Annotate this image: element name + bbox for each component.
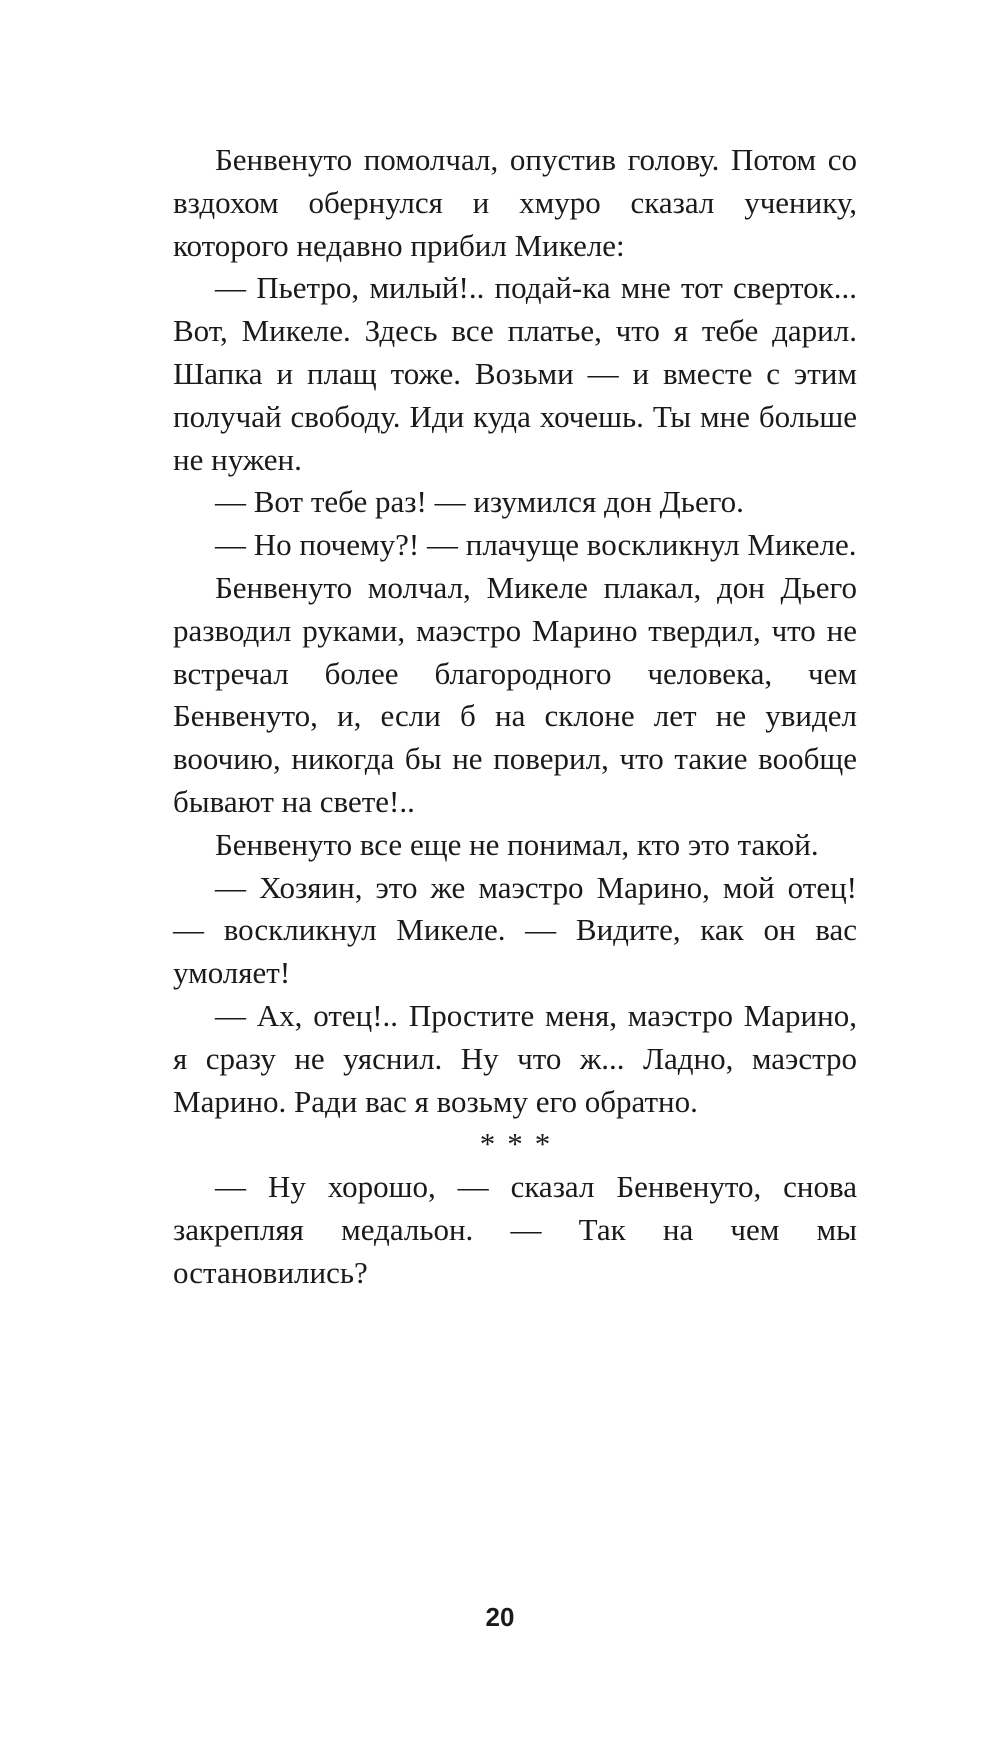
body-text (173, 139, 857, 1295)
paragraph: — Хозяин, это же маэстро Марино, мой отец! — воскликнул Микеле. — Видите, как он вас умоляет! (173, 869, 857, 991)
paragraph: Бенвенуто помолчал, опустив голову. Потом со вздохом обернулся и хмуро сказал ученику, которого недавно прибил Микеле: (173, 142, 857, 263)
paragraph: — Вот тебе раз! — изумился дон Дьего. (215, 484, 744, 520)
paragraph: — Но почему?! — плачуще воскликнул Микеле. (215, 527, 857, 563)
page-number: 20 (485, 1602, 515, 1632)
paragraph: — Пьетро, милый!.. подай-ка мне тот сверток... Вот, Микеле. Здесь все платье, что я тебе дарил. Шапка и плащ тоже. Возьми — и вместе с этим получай свободу. Иди куда хочешь. Ты мне больше не нужен. (173, 270, 857, 477)
section-break: *** (479, 1126, 563, 1162)
paragraph: — Ах, отец!.. Простите меня, маэстро Марино, я сразу не уяснил. Ну что ж... Ладно, маэстро Марино. Ради вас я возьму его обратно. (173, 997, 857, 1119)
paragraph: — Ну хорошо, — сказал Бенвенуто, снова закрепляя медальон. — Так на чем мы остановились? (173, 1169, 857, 1290)
paragraph: Бенвенуто молчал, Микеле плакал, дон Дьего разводил руками, маэстро Марино твердил, что не встречал более благородного человека, чем Бенвенуто, и, если б на склоне лет не увидел воочию, никогда бы не поверил, что такие вообще бывают на свете!.. (173, 569, 857, 819)
paragraph: Бенвенуто все еще не понимал, кто это такой. (215, 826, 819, 862)
